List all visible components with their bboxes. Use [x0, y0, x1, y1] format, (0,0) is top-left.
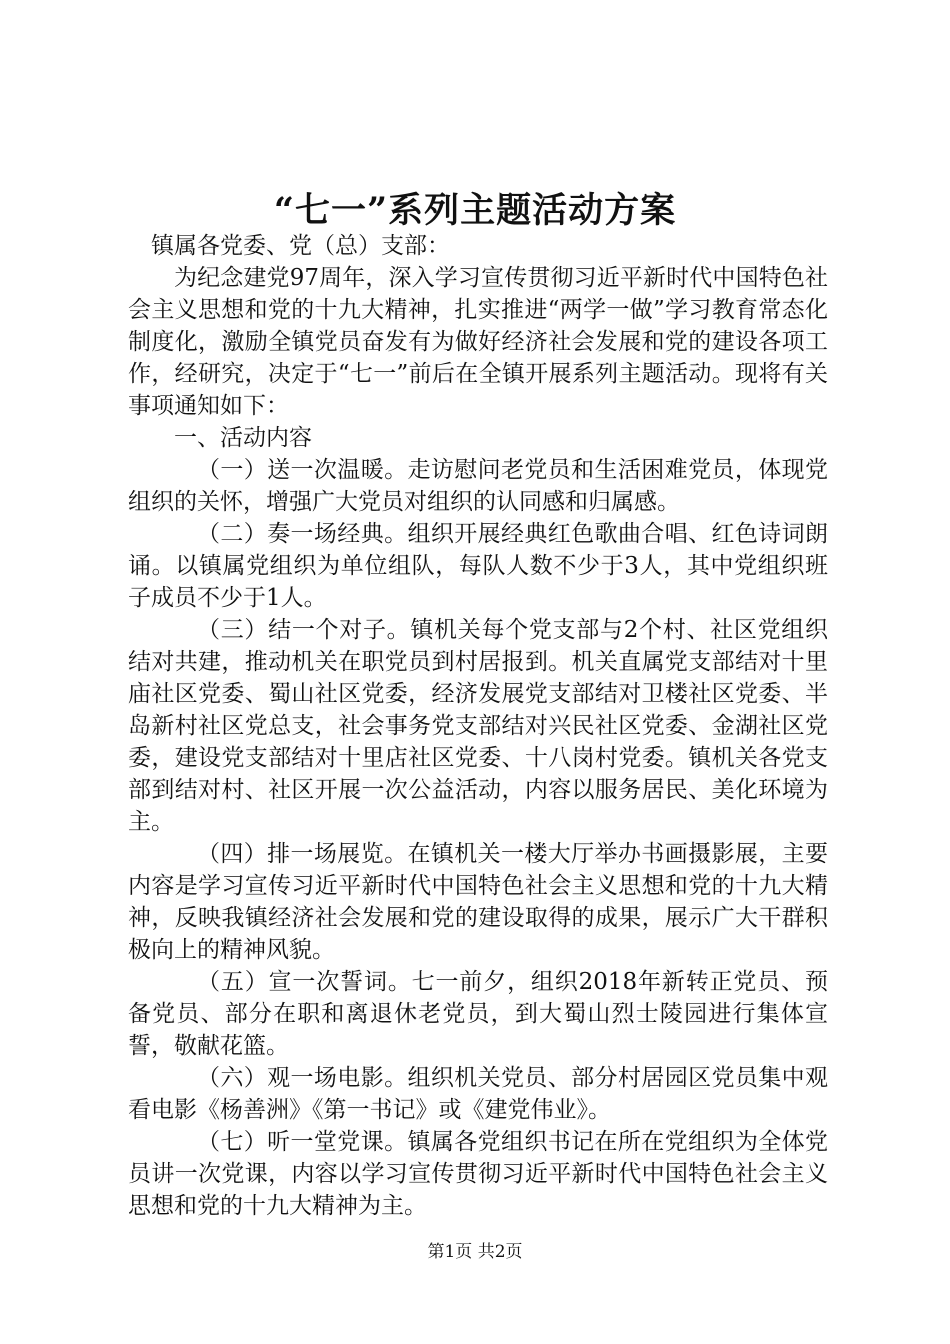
section-heading: 一、活动内容	[174, 425, 312, 451]
activity-item: （四）排一场展览。在镇机关一楼大厅举办书画摄影展，主要内容是学习宣传习近平新时代中国特色社会主义思想和党的十九大精神，反映我镇经济社会发展和党的建设取得的成果，展示广大干群积极向上的精神风貌。	[128, 841, 828, 963]
salutation: 镇属各党委、党（总）支部：	[151, 233, 450, 259]
activity-item: （二）奏一场经典。组织开展经典红色歌曲合唱、红色诗词朗诵。以镇属党组织为单位组队，每队人数不少于3人，其中党组织班子成员不少于1人。	[128, 521, 828, 611]
intro-paragraph: 为纪念建党97周年，深入学习宣传贯彻习近平新时代中国特色社会主义思想和党的十九大精神，扎实推进“两学一做”学习教育常态化制度化，激励全镇党员奋发有为做好经济社会发展和党的建设各项工作，经研究，决定于“七一”前后在全镇开展系列主题活动。现将有关事项通知如下：	[128, 265, 828, 419]
document-body	[128, 230, 828, 1222]
activity-item: （三）结一个对子。镇机关每个党支部与2个村、社区党组织结对共建，推动机关在职党员到村居报到。机关直属党支部结对十里庙社区党委、蜀山社区党委，经济发展党支部结对卫楼社区党委、半岛新村社区党总支，社会事务党支部结对兴民社区党委、金湖社区党委，建设党支部结对十里店社区党委、十八岗村党委。镇机关各党支部到结对村、社区开展一次公益活动，内容以服务居民、美化环境为主。	[128, 617, 828, 835]
page-number: 第1页 共2页	[427, 1242, 523, 1262]
document-title: “七一”系列主题活动方案	[273, 190, 677, 231]
activity-item: （五）宣一次誓词。七一前夕，组织2018年新转正党员、预备党员、部分在职和离退休老党员，到大蜀山烈士陵园进行集体宣誓，敬献花篮。	[128, 969, 828, 1059]
activity-item: （七）听一堂党课。镇属各党组织书记在所在党组织为全体党员讲一次党课，内容以学习宣传贯彻习近平新时代中国特色社会主义思想和党的十九大精神为主。	[128, 1129, 828, 1219]
activity-item: （六）观一场电影。组织机关党员、部分村居园区党员集中观看电影《杨善洲》《第一书记》或《建党伟业》。	[128, 1065, 828, 1123]
activity-item: （一）送一次温暖。走访慰问老党员和生活困难党员，体现党组织的关怀，增强广大党员对组织的认同感和归属感。	[128, 457, 828, 515]
